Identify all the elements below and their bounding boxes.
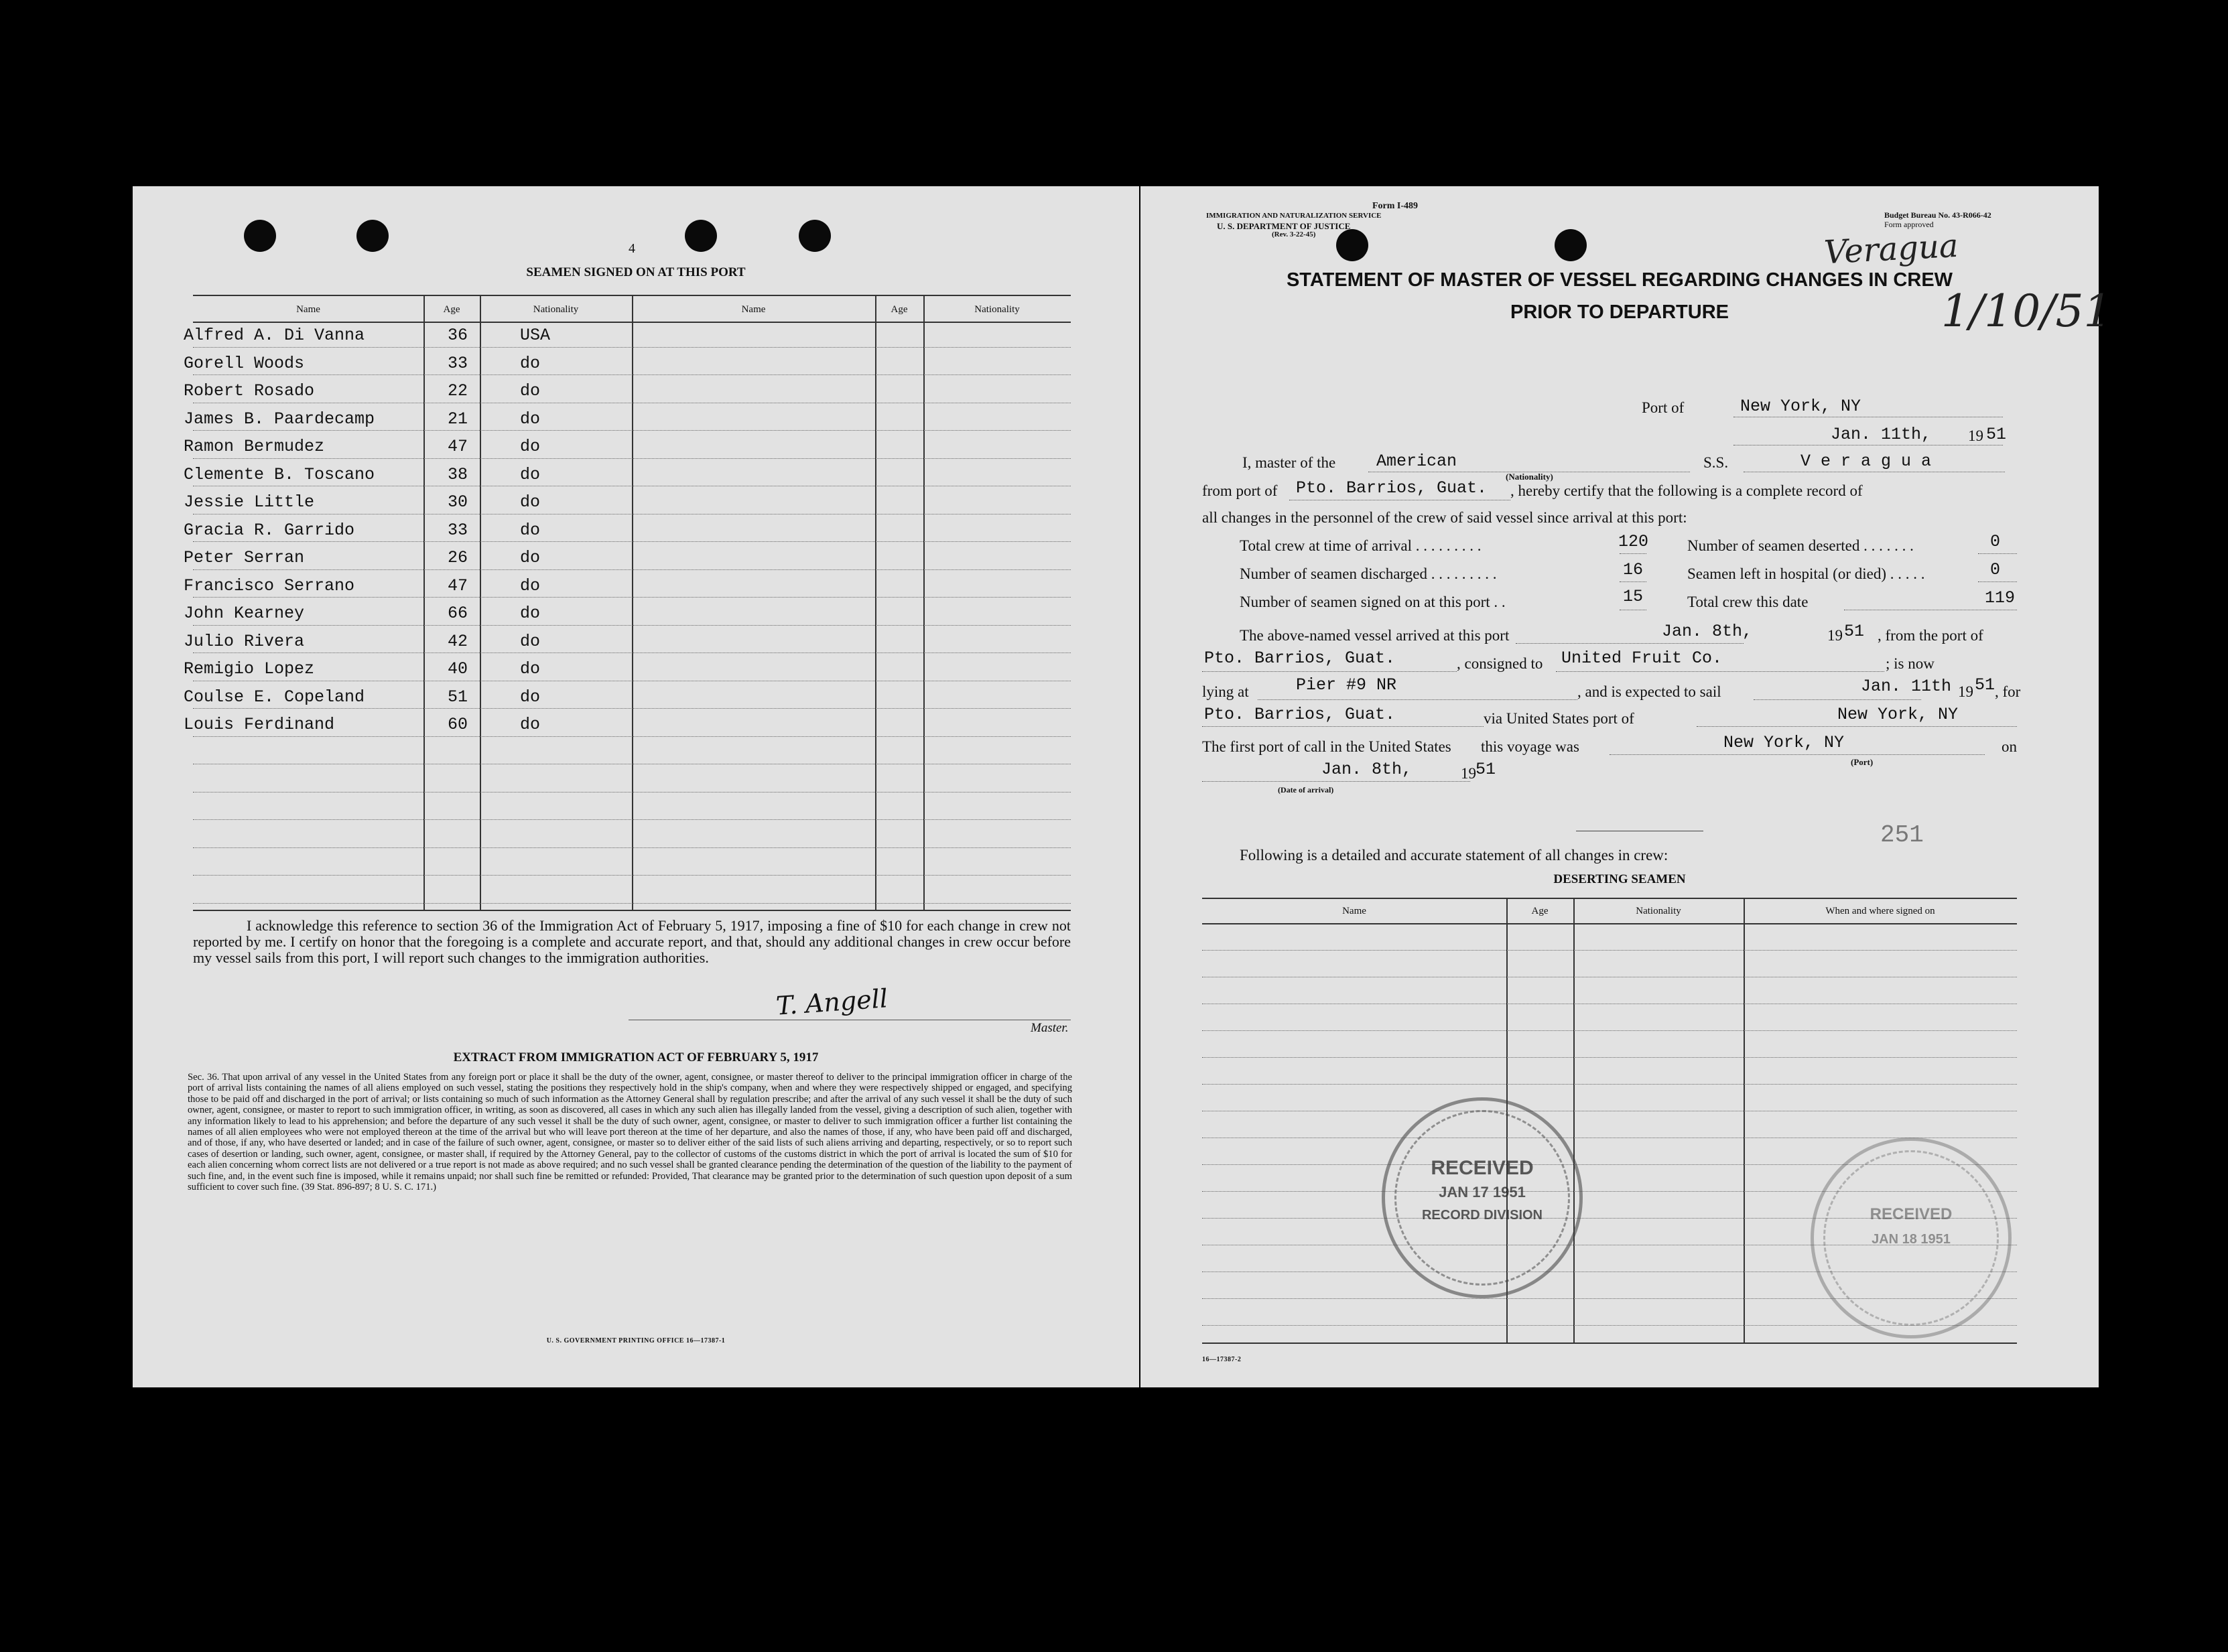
- punch-hole: [799, 220, 831, 252]
- seaman-name: Coulse E. Copeland: [184, 687, 365, 707]
- seaman-name: Gracia R. Garrido: [184, 520, 355, 540]
- vessel-name: V e r a g u a: [1800, 452, 1932, 471]
- extract-title: EXTRACT FROM IMMIGRATION ACT OF FEBRUARY 5, 1917: [453, 1050, 819, 1064]
- stat-label: Seamen left in hospital (or died) . . . . .: [1687, 565, 1925, 582]
- seaman-nationality: do: [520, 631, 541, 651]
- col-header-nationality: Nationality: [974, 304, 1020, 315]
- seaman-nationality: do: [520, 575, 541, 596]
- lying-at-label: lying at: [1202, 683, 1249, 700]
- seaman-age: 21: [448, 409, 468, 429]
- nationality-caption: (Nationality): [1506, 472, 1553, 482]
- table-row: [133, 628, 1139, 656]
- for-label: , for: [1995, 683, 2021, 700]
- on-label: on: [2002, 738, 2017, 755]
- expected-label: , and is expected to sail: [1577, 683, 1721, 700]
- first-year: 51: [1476, 760, 1496, 779]
- seaman-nationality: do: [520, 492, 541, 512]
- port-of-value: New York, NY: [1740, 397, 1861, 416]
- seaman-name: Remigio Lopez: [184, 659, 315, 679]
- nationality-value: American: [1376, 452, 1457, 471]
- table-row: [133, 377, 1139, 405]
- budget-bureau: Budget Bureau No. 43-R066-42: [1884, 210, 1991, 220]
- seaman-age: 38: [448, 464, 468, 484]
- seaman-nationality: do: [520, 437, 541, 456]
- handwritten-vessel-name: Veragua: [1823, 226, 1959, 272]
- col-header-when-where: When and where signed on: [1825, 906, 1935, 916]
- table-row: [133, 517, 1139, 545]
- table-row: [133, 405, 1139, 433]
- first-port-label: The first port of call in the United States: [1202, 738, 1451, 755]
- col-header-age: Age: [891, 304, 908, 315]
- certify-text: , hereby certify that the following is a complete record of: [1510, 482, 1863, 499]
- from-port-value: Pto. Barrios, Guat.: [1296, 478, 1488, 498]
- col-header-name: Name: [296, 304, 320, 315]
- stat-label: Number of seamen deserted . . . . . . .: [1687, 537, 1914, 554]
- certify-text-2: all changes in the personnel of the crew of said vessel since arrival at this port:: [1202, 509, 1687, 526]
- table-row: [133, 600, 1139, 628]
- page-number: 4: [629, 241, 635, 256]
- punch-hole: [356, 220, 389, 252]
- punch-hole: [1336, 229, 1368, 261]
- port-of-label: Port of: [1642, 399, 1685, 416]
- seaman-age: 51: [448, 687, 468, 707]
- table-row: [133, 683, 1139, 711]
- stat-label: Total crew this date: [1687, 594, 1809, 610]
- seaman-name: Louis Ferdinand: [184, 715, 335, 734]
- seaman-name: Gorell Woods: [184, 353, 305, 373]
- consignee: United Fruit Co.: [1561, 648, 1723, 668]
- year-value: 51: [1986, 425, 2007, 444]
- form-approved: Form approved: [1884, 220, 1934, 229]
- seaman-name: Julio Rivera: [184, 631, 305, 651]
- col-header-nationality: Nationality: [533, 304, 579, 315]
- stat-total-date: 119: [1985, 588, 2016, 608]
- is-now-label: ; is now: [1886, 655, 1935, 672]
- stat-label: Number of seamen discharged . . . . . . . . .: [1240, 565, 1497, 582]
- stat-total-arrival: 120: [1618, 532, 1649, 551]
- stat-hospital: 0: [1990, 560, 2001, 579]
- first-port: New York, NY: [1723, 733, 1845, 752]
- punch-hole: [685, 220, 717, 252]
- deserting-title: DESERTING SEAMEN: [1553, 872, 1686, 886]
- seaman-age: 42: [448, 631, 468, 651]
- seaman-name: Clemente B. Toscano: [184, 464, 375, 484]
- table-row: [133, 572, 1139, 600]
- via-port: New York, NY: [1837, 705, 1959, 724]
- handwritten-date: 1/10/51: [1941, 285, 2112, 337]
- year-prefix: 19: [1968, 427, 1983, 444]
- seaman-nationality: do: [520, 548, 541, 567]
- seaman-age: 60: [448, 715, 468, 734]
- table-row: [133, 655, 1139, 683]
- revision-date: (Rev. 3-22-45): [1272, 230, 1316, 238]
- received-stamp: RECEIVED JAN 17 1951 RECORD DIVISION: [1382, 1097, 1583, 1298]
- table-row: [133, 350, 1139, 378]
- master-of-label: I, master of the: [1242, 454, 1336, 471]
- port-caption: (Port): [1851, 757, 1874, 767]
- seaman-nationality: do: [520, 715, 541, 734]
- seaman-name: John Kearney: [184, 604, 305, 623]
- seamen-signed-title: SEAMEN SIGNED ON AT THIS PORT: [526, 265, 746, 279]
- agency-line: U. S. DEPARTMENT OF JUSTICE: [1217, 221, 1351, 231]
- stat-deserted: 0: [1990, 532, 2001, 551]
- master-label: Master.: [1031, 1021, 1069, 1035]
- this-voyage-label: this voyage was: [1481, 738, 1579, 755]
- seaman-age: 36: [448, 326, 468, 345]
- seaman-age: 26: [448, 548, 468, 567]
- arrived-label: The above-named vessel arrived at this port: [1240, 627, 1510, 644]
- printer-line: U. S. GOVERNMENT PRINTING OFFICE 16—17387-1: [546, 1337, 726, 1345]
- sail-date: Jan. 11th: [1861, 677, 1952, 696]
- seaman-nationality: do: [520, 381, 541, 401]
- table-row: [133, 711, 1139, 739]
- arrived-from: Pto. Barrios, Guat.: [1204, 648, 1396, 668]
- first-date: Jan. 8th,: [1321, 760, 1413, 779]
- seaman-nationality: do: [520, 604, 541, 623]
- acknowledgment-text: I acknowledge this reference to section 36 of the Immigration Act of February 5, 1917, imposing a fine of $10 for each change in crew not reported by me. I certify on honor that the foregoing is a complete and accurate report, and that, should any additional changes in crew occur before my vessel sails from this port, I will report such changes to the immigration authorities.: [193, 917, 1071, 966]
- col-header-name: Name: [741, 304, 766, 315]
- date-value: Jan. 11th,: [1831, 425, 1932, 444]
- form-id: Form I-489: [1372, 201, 1419, 211]
- table-row: [133, 488, 1139, 517]
- stat-label: Total crew at time of arrival . . . . . . . . .: [1240, 537, 1482, 554]
- punch-hole: [1555, 229, 1587, 261]
- seaman-age: 66: [448, 604, 468, 623]
- via-label: via United States port of: [1484, 710, 1634, 727]
- seaman-nationality: do: [520, 353, 541, 373]
- table-row: [133, 461, 1139, 489]
- seaman-nationality: do: [520, 520, 541, 540]
- from-port-label: from port of: [1202, 482, 1278, 499]
- agency-line: IMMIGRATION AND NATURALIZATION SERVICE: [1206, 212, 1382, 220]
- punch-hole: [244, 220, 276, 252]
- table-row: [133, 322, 1139, 350]
- right-page: Form I-489 IMMIGRATION AND NATURALIZATION SERVICE U. S. DEPARTMENT OF JUSTICE (Rev. 3-22-45) Budget Bureau No. 43-R066-42 Form approved Veragua 1/10/51 STATEMENT OF MASTER OF VESSEL REGARDING CHANGES IN CREW PRIOR TO DEPARTURE Port of New York, NY Jan. 11th, 19 51 I, master of the American (Nationality) S.S. V e r a g u a from port of Pto. Barrios, Guat. , hereby certify that the following is a complete record of all changes in the personnel of the crew of said vessel since arrival at this port: Total crew at time of arrival . . . . . . . . . 120 Number of seamen deserted . . . . . . . 0 Number of seamen discharged . . . . . . . . . 16 Seamen left in hospital (or died) . . . . . 0 Number of seamen signed on at this port . . 15 Total crew this date 119 The above-named vessel arrived at this port Jan. 8th, 19 51 , from the port of Pto. Barrios, Guat. , consigned to United Fruit Co. ; is now lying at Pier #9 NR , and is expected to sail Jan. 11th 19 51 , for Pto. Barrios, Guat. via United States port of New York, NY The first port of call in the United States this voyage was New York, NY (Port) on Jan. 8th, 19 51 (Date of arrival) 251 Following is a detailed and accurate statement of all changes in crew: DESERTING SEAMEN Name Age Nationality When and where signed on RECEIVED JAN 17 1951 RECORD DIVISION RECEIVED JAN 18 1951 16—17387-2: [1140, 186, 2099, 1387]
- seaman-name: Peter Serran: [184, 548, 305, 567]
- seaman-name: Francisco Serrano: [184, 575, 355, 596]
- col-header-age: Age: [443, 304, 460, 315]
- seaman-nationality: do: [520, 409, 541, 429]
- following-text: Following is a detailed and accurate statement of all changes in crew:: [1240, 847, 1668, 864]
- seaman-nationality: do: [520, 464, 541, 484]
- from-port-of-label: , from the port of: [1878, 627, 1983, 644]
- printer-line: 16—17387-2: [1202, 1356, 1242, 1363]
- seaman-nationality: do: [520, 659, 541, 679]
- left-page: [133, 186, 1139, 1387]
- seaman-name: Ramon Bermudez: [184, 437, 325, 456]
- seaman-name: James B. Paardecamp: [184, 409, 375, 429]
- sail-year: 51: [1975, 675, 1995, 695]
- arrived-year: 51: [1844, 622, 1865, 641]
- seaman-age: 47: [448, 437, 468, 456]
- received-stamp: RECEIVED JAN 18 1951: [1811, 1138, 2012, 1338]
- form-title: STATEMENT OF MASTER OF VESSEL REGARDING CHANGES IN CREW: [1286, 269, 1953, 291]
- table-row: [133, 433, 1139, 461]
- ss-label: S.S.: [1703, 454, 1729, 471]
- col-header-nationality: Nationality: [1636, 906, 1681, 916]
- seaman-age: 40: [448, 659, 468, 679]
- stat-discharged: 16: [1623, 560, 1644, 579]
- col-header-name: Name: [1342, 906, 1366, 916]
- seaman-name: Alfred A. Di Vanna: [184, 326, 365, 345]
- col-header-age: Age: [1531, 906, 1549, 916]
- seaman-age: 47: [448, 575, 468, 596]
- arrived-date: Jan. 8th,: [1662, 622, 1753, 641]
- seaman-nationality: USA: [520, 326, 551, 345]
- table-row: [133, 544, 1139, 572]
- stat-signed: 15: [1623, 587, 1644, 606]
- consigned-label: , consigned to: [1457, 655, 1543, 672]
- date-caption: (Date of arrival): [1278, 785, 1334, 795]
- seaman-age: 33: [448, 353, 468, 373]
- form-subtitle: PRIOR TO DEPARTURE: [1510, 301, 1729, 323]
- extract-text: Sec. 36. That upon arrival of any vessel in the United States from any foreign port or place it shall be the duty of the owner, agent, consignee, or master thereof to deliver to the principal immigration officer in charge of the port of arrival lists containing the names of all aliens employed on such vessel, stating the positions they respectively hold in the ship's company, when and where they were respectively shipped or engaged, and specifying those to be paid off and discharged in the port of arrival; or lists containing so much of such information as the Attorney General shall by regulation prescribe; and after the arrival of any such vessel it shall be the duty of such owner, agent, consignee, or master to report to such immigration officer, in writing, as soon as discovered, all cases in which any such alien has illegally landed from the vessel, giving a description of such alien, together with any information likely to lead to his apprehension; and before the departure of any such vessel it shall be the duty of such owner, agent, consignee, or master to deliver to such immigration officer a further list containing the names of all alien employees who were not employed thereon at the time of the arrival but who will leave port thereon at the time of her departure, and also the names of those, if any, who have been paid off and discharged, and of those, if any, who have deserted or landed; and in case of the failure of such owner, agent, consignee, or master so to deliver either of the said lists of such aliens arriving and departing, respectively, or so to report such cases of desertion or landing, such owner, agent, consignee, or master shall, if required by the Attorney General, pay to the collector of customs of the customs district in which the port of arrival is located the sum of $10 for each alien concerning whom correct lists are not delivered or a true report is not made as above required; and no such vessel shall be granted clearance pending the determination of the question of the liability to the payment of such fine, and, in the event such fine is imposed, while it remains unpaid; nor shall such fine be remitted or refunded: Provided, That clearance may be granted prior to the determination of such question upon deposit of a sum sufficient to cover such fine. (39 Stat. 896-897; 8 U. S. C. 171.): [188, 1072, 1072, 1193]
- seaman-name: Jessie Little: [184, 492, 315, 512]
- master-signature: T. Angell: [775, 983, 889, 1021]
- seaman-name: Robert Rosado: [184, 381, 315, 401]
- lying-at-value: Pier #9 NR: [1296, 675, 1397, 695]
- destination: Pto. Barrios, Guat.: [1204, 705, 1396, 724]
- stamp-number: 251: [1880, 821, 1924, 849]
- seaman-age: 33: [448, 520, 468, 540]
- stat-label: Number of seamen signed on at this port . .: [1240, 594, 1506, 610]
- seaman-nationality: do: [520, 687, 541, 707]
- seaman-age: 22: [448, 381, 468, 401]
- seaman-age: 30: [448, 492, 468, 512]
